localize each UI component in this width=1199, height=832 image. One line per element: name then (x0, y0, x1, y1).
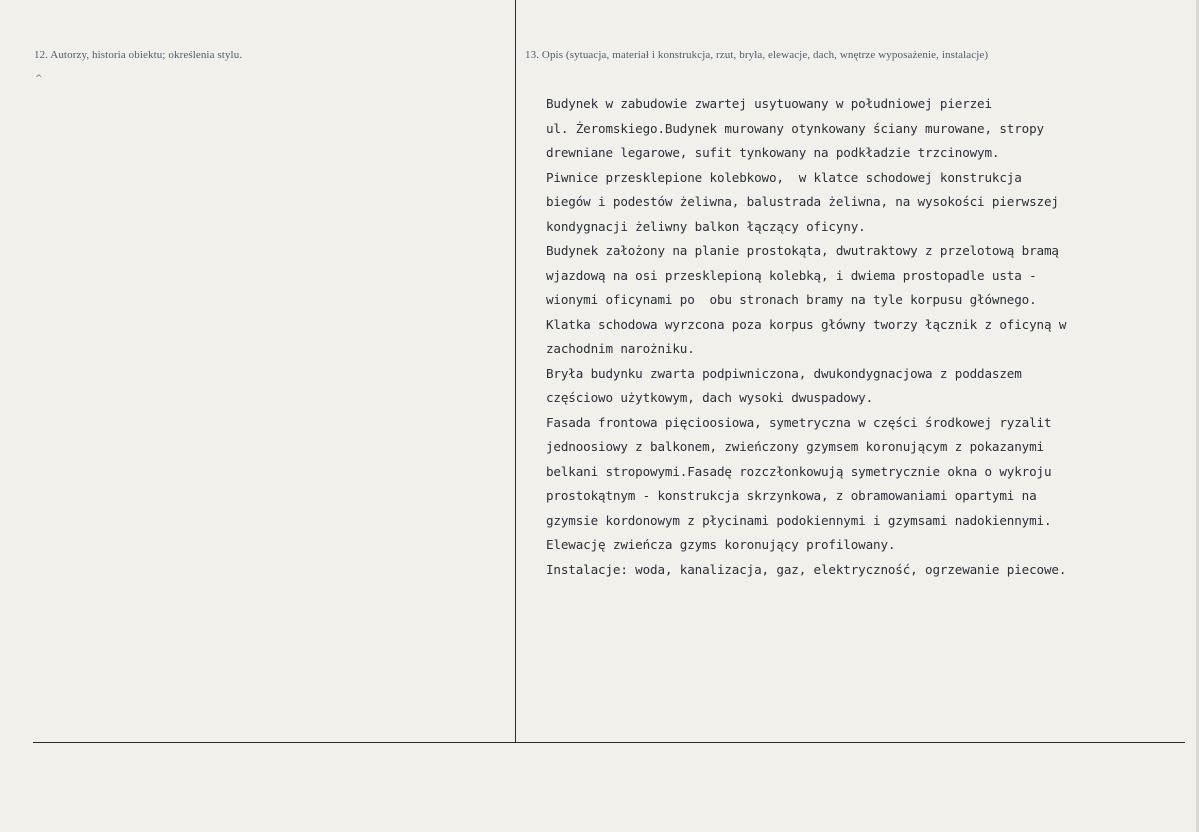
text-line: Fasada frontowa pięcioosiowa, symetryczna w części środkowej ryzalit (546, 414, 1052, 430)
text-line: Elewację zwieńcza gzyms koronujący profilowany. (546, 537, 896, 552)
text-line: prostokątnym - konstrukcja skrzynkowa, z obramowaniami opartymi na (546, 488, 1037, 503)
text-line: Budynek założony na planie prostokąta, dwutraktowy z przelotową bramą (546, 243, 1059, 258)
text-line: kondygnacji żeliwny balkon łączący oficyny. (546, 218, 866, 234)
text-line: wionymi oficynami po obu stronach bramy na tyle korpusu głównego. (546, 292, 1037, 307)
text-line: gzymsie kordonowym z płycinami podokiennymi i gzymsami nadokiennymi. (546, 512, 1052, 528)
column-divider (515, 0, 516, 742)
text-line: wjazdową na osi przesklepioną kolebką, i dwiema prostopadle usta - (546, 267, 1037, 283)
pencil-mark: ^ (35, 74, 43, 84)
bottom-rule (33, 742, 1185, 743)
text-line: Instalacje: woda, kanalizacja, gaz, elektryczność, ogrzewanie piecowe. (546, 561, 1067, 577)
text-line: biegów i podestów żeliwna, balustrada żeliwna, na wysokości pierwszej (546, 194, 1059, 209)
description-text (546, 92, 1186, 582)
text-line: jednoosiowy z balkonem, zwieńczony gzymsem koronującym z pokazanymi (546, 439, 1044, 454)
section-12-header: 12. Autorzy, historia obiektu; określenia stylu. (34, 49, 243, 61)
text-line: Klatka schodowa wyrzcona poza korpus główny tworzy łącznik z oficyną w (546, 316, 1067, 332)
text-line: zachodnim narożniku. (546, 341, 695, 356)
text-line: Bryła budynku zwarta podpiwniczona, dwukondygnacjowa z poddaszem (546, 365, 1022, 381)
text-line: częściowo użytkowym, dach wysoki dwuspadowy. (546, 390, 874, 405)
text-line: Piwnice przesklepione kolebkowo, w klatce schodowej konstrukcja (546, 169, 1022, 185)
section-13-header: 13. Opis (sytuacja, materiał i konstrukcja, rzut, bryła, elewacje, dach, wnętrze wyposażenie, instalacje) (525, 49, 989, 61)
text-line: belkani stropowymi.Fasadę rozczłonkowują symetrycznie okna o wykroju (546, 463, 1052, 479)
text-line: ul. Żeromskiego.Budynek murowany otynkowany ściany murowane, stropy (546, 120, 1044, 136)
text-line: Budynek w zabudowie zwartej usytuowany w południowej pierzei (546, 96, 992, 111)
text-line: drewniane legarowe, sufit tynkowany na podkładzie trzcinowym. (546, 145, 1000, 160)
